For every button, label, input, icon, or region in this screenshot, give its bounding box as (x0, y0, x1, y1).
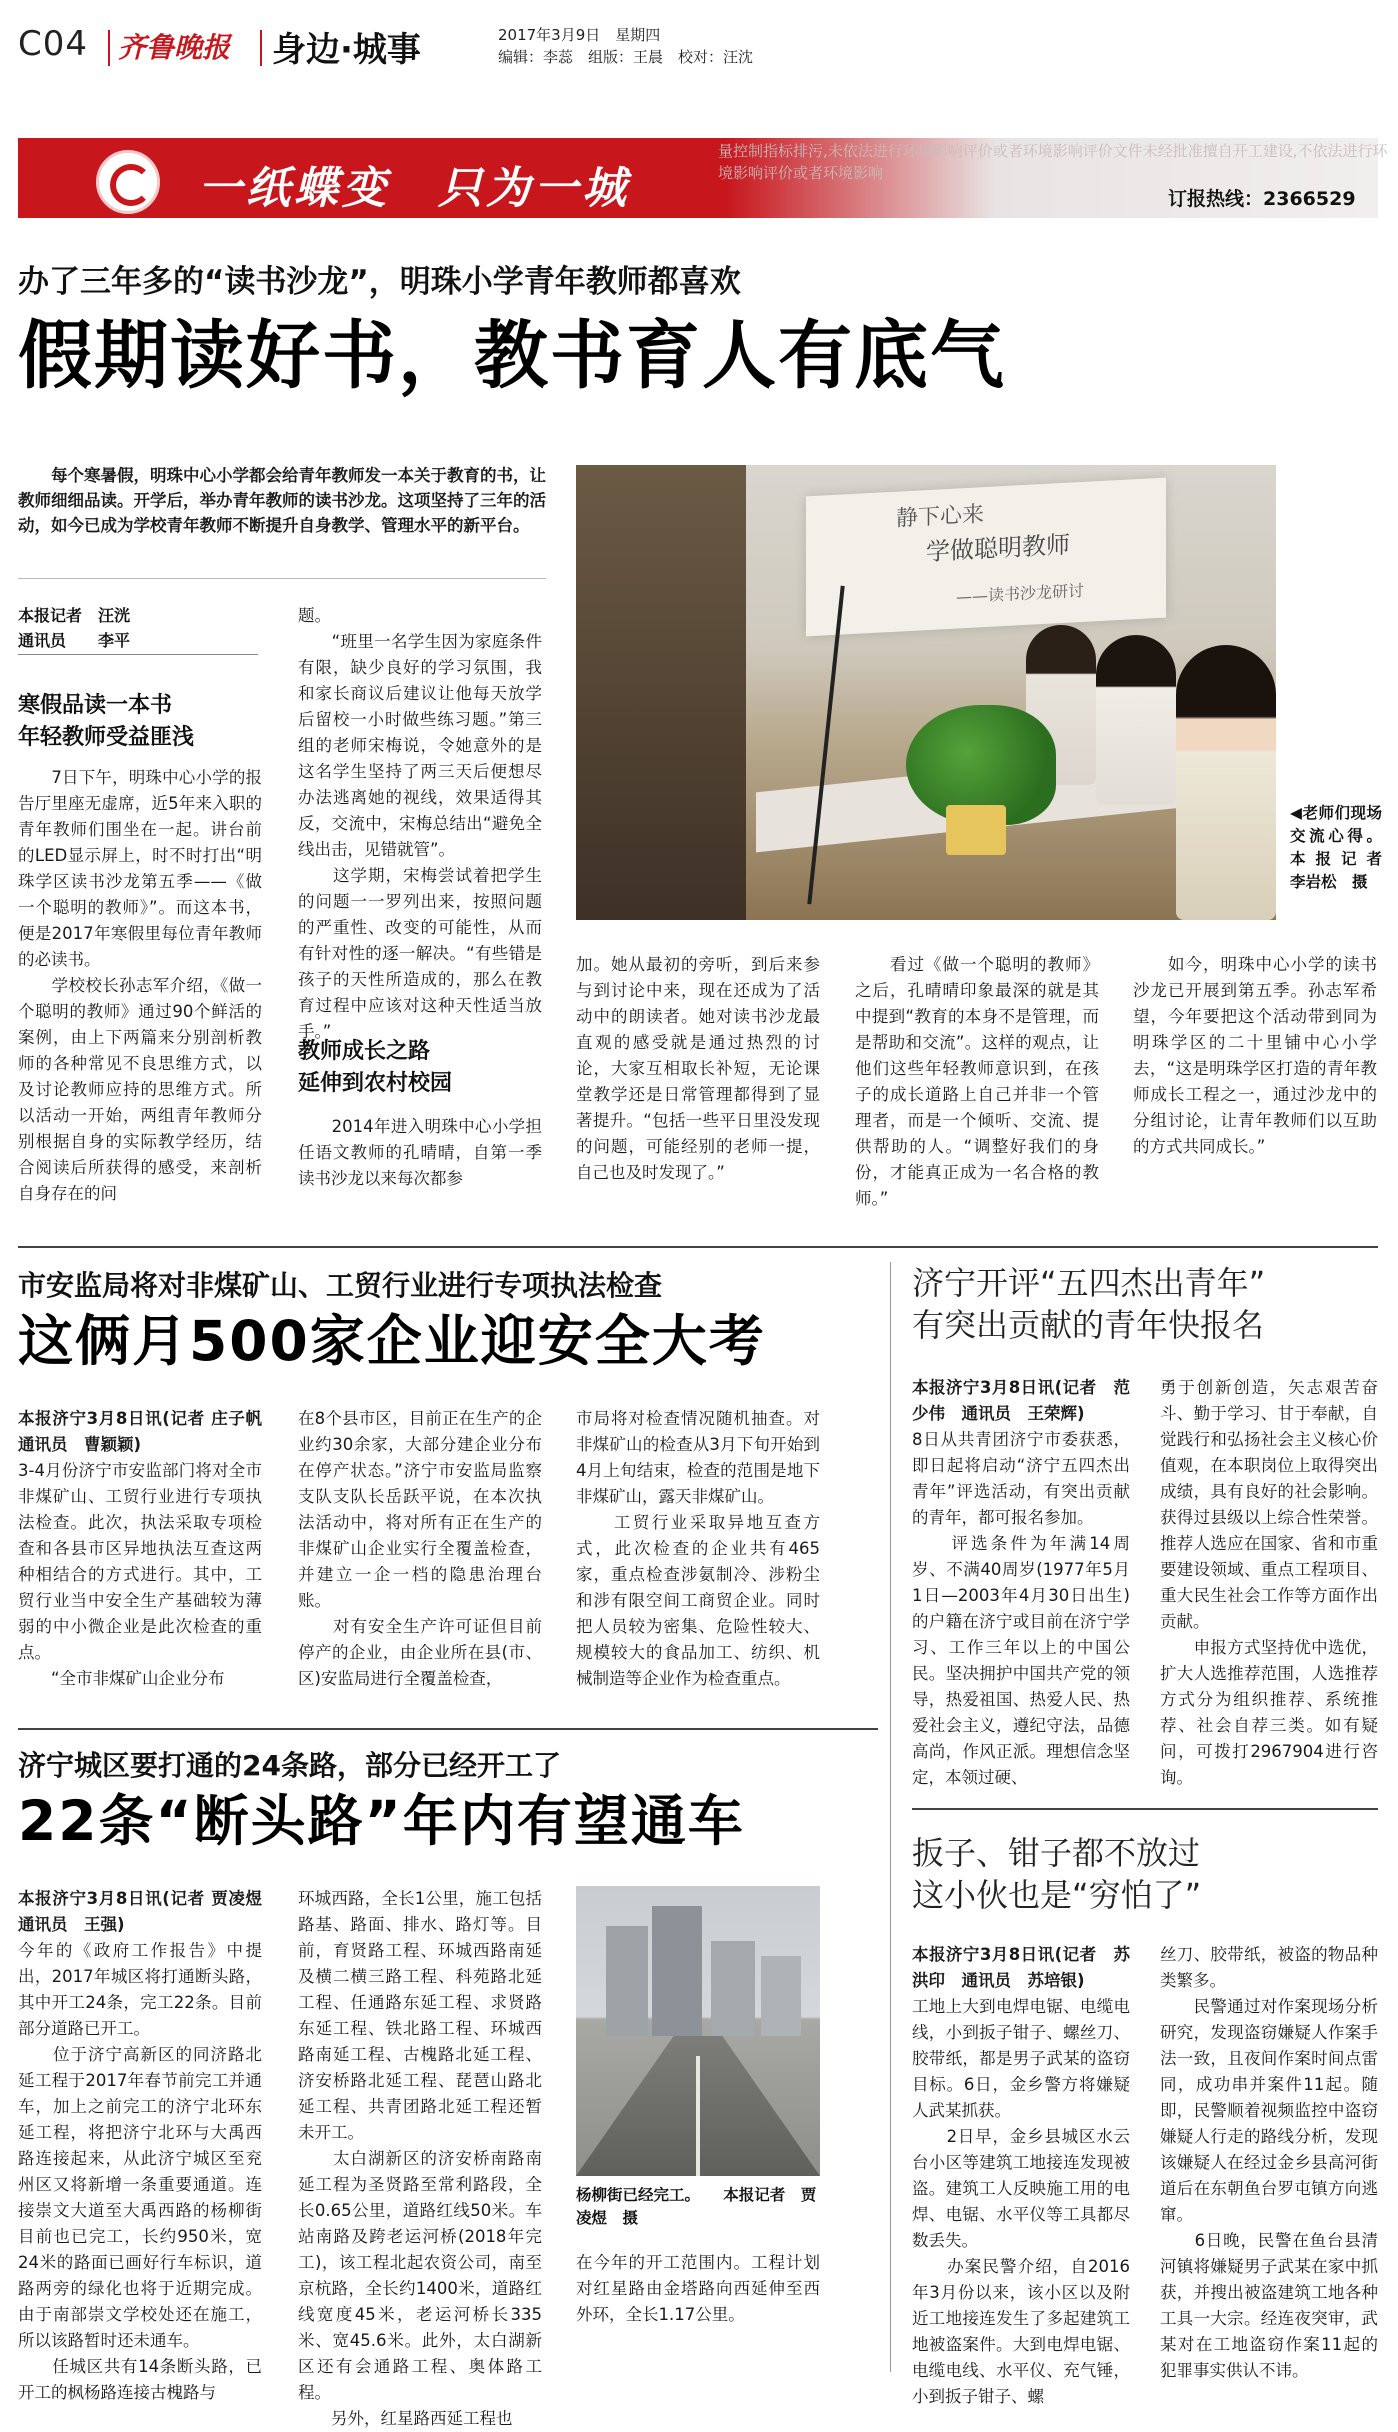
article3-byline: 本报济宁3月8日讯(记者 范少伟 通讯员 王荣辉) (912, 1378, 1130, 1423)
article1-col5: 如今，明珠中心小学的读书沙龙已开展到第五季。孙志军希望，今年要把这个活动带到同为明珠学区的二十里铺中心小学去，“这是明珠学区打造的青年教师成长工程之一，通过沙龙中的分组讨论，让青年教师们以互助的方式共同成长。” (1133, 955, 1377, 1156)
section-divider-2 (18, 1728, 878, 1730)
masthead-divider-2 (260, 30, 262, 66)
article2-headline: 这俩月500家企业迎安全大考 (18, 1309, 766, 1373)
article4-col2: 环城西路，全长1公里，施工包括路基、路面、排水、路灯等。目前，育贤路工程、环城西路南延及横二横三路工程、科苑路北延工程、任通路东延工程、求贤路东延工程、铁北路工程、环城西路南延工程、古槐路北延工程、济安桥路北延工程、琵琶山路北延工程、共青团路北延工程还暂未开工。 太白湖新区的济安桥南路南延工程为圣贤路至常利路段，全长0.65公里，道路红线50米。车站南路及跨老运河桥(2018年完工)，该工程北起农资公司，南至京杭路，全长约1400米，道路红线宽度45米，老运河桥长335米、宽45.6米。此外，太白湖新区还有会通路工程、奥体路工程。 另外，红星路西延工程也 (298, 1889, 542, 2428)
photo-building-1 (606, 1926, 648, 2036)
article5-byline: 本报济宁3月8日讯(记者 苏洪印 通讯员 苏培银) (912, 1945, 1130, 1990)
editor-credits: 编辑：李蕊 组版：王晨 校对：汪沈 (498, 48, 754, 66)
photo-lane-mark (696, 2056, 700, 2176)
article4-col3: 在今年的开工范围内。工程计划对红星路由金塔路向西延伸至西外环，全长1.17公里。 (576, 2253, 820, 2324)
yangliu-street-photo (576, 1886, 820, 2176)
byline-underline (18, 654, 258, 655)
article1-col2: 题。 “班里一名学生因为家庭条件有限，缺少良好的学习氛围，我和家长商议后建议让他每天放学后留校一小时做些练习题。”第三组的老师宋梅说，令她意外的是这名学生坚持了两三天后便想尽办法逃离她的视线，效果适得其反，交流中，宋梅总结出“避免全线出击，见错就管”。 这学期，宋梅尝试着把学生的问题一一罗列出来，按照问题的严重性、改变的可能性，从而有针对性的逐一解决。“有些错是孩子的天性所造成的，那么在教育过程中应该对这种天性适当放手。” (298, 606, 542, 1041)
article1-subhead-1: 寒假品读一本书 年轻教师受益匪浅 (18, 693, 195, 750)
slogan-banner (18, 138, 1388, 218)
paper-logo: 齐鲁晚报 (118, 31, 231, 64)
subscription-hotline: 订报热线：2366529 (1168, 188, 1356, 210)
article2-byline: 本报济宁3月8日讯(记者 庄子帆 通讯员 曹颖颖) (18, 1409, 279, 1454)
screen-text-2: 学做聪明教师 (926, 530, 1070, 567)
article5-col1: 工地上大到电焊电锯、电缆电线，小到扳子钳子、螺丝刀、胶带纸，都是男子武某的盗窃目标。6日，金乡警方将嫌疑人武某抓获。 2日早，金乡县城区水云台小区等建筑工地接连发现被盗。建筑工人反映施工用的电焊、电锯、水平仪等工具都尽数丢失。 办案民警介绍，自2016年3月份以来，该小区以及附近工地接连发生了多起建筑工地被盗案件。大到电焊电锯、电缆电线、水平仪、充气锤，小到扳子钳子、螺 (912, 1997, 1130, 2406)
teachers-salon-photo (576, 465, 1276, 920)
article3-col2: 勇于创新创造，矢志艰苦奋斗、勤于学习、甘于奉献，自觉践行和弘扬社会主义核心价值观，在本职岗位上取得突出成绩，具有良好的社会影响。获得过县级以上综合性荣誉。推荐人选应在国家、省和市重要建设领域、重点工程项目、重大民生社会工作等方面作出贡献。 申报方式坚持优中选优，扩大人选推荐范围，人选推荐方式分为组织推荐、系统推荐、社会自荐三类。如有疑问，可拨打2967904进行咨询。 (1160, 1378, 1378, 1787)
article1-col4: 看过《做一个聪明的教师》之后，孔晴晴印象最深的就是其中提到“教育的本身不是管理，而是帮助和交流”。这样的观点，让他们这些年轻教师意识到，在孩子的成长道路上自己并非一个管理者，而是一个倾听、交流、提供帮助的人。“调整好我们的身份，才能真正成为一名合格的教师。” (855, 955, 1099, 1208)
section-name: 身边·城事 (272, 30, 421, 70)
lead-divider (18, 578, 546, 579)
column-divider-right (890, 1262, 891, 2372)
photo-building-4 (761, 1956, 801, 2036)
photo-plant-pot (946, 805, 1006, 855)
article1-kicker: 办了三年多的“读书沙龙”，明珠小学青年教师都喜欢 (18, 264, 741, 300)
photo-teacher-3 (1176, 645, 1276, 920)
article5-headline: 这小伙也是“穷怕了” (912, 1876, 1202, 1914)
photo-wall-left (576, 465, 746, 920)
article5-col2: 丝刀、胶带纸，被盗的物品种类繁多。 民警通过对作案现场分析研究，发现盗窃嫌疑人作案手法一致，且夜间作案时间点雷同，成功串并案件11起。随即，民警顺着视频监控中盗窃嫌疑人行走的路线分析，发现该嫌疑人在经过金乡县高河街道后在东朝鱼台罗屯镇方向逃窜。 6日晚，民警在鱼台县清河镇将嫌疑男子武某在家中抓获，并搜出被盗建筑工地各种工具一大宗。经连夜突审，武某对在工地盗窃作案11起的犯罪事实供认不讳。 (1160, 1945, 1378, 2380)
article1-lead: 每个寒暑假，明珠中心小学都会给青年教师发一本关于教育的书，让教师细细品读。开学后，举办青年教师的读书沙龙。这项坚持了三年的活动，如今已成为学校青年教师不断提升自身教学、管理水平的新平台。 (18, 466, 546, 535)
article4-col1: 今年的《政府工作报告》中提出，2017年城区将打通断头路，其中开工24条，完工22条。目前部分道路已开工。 位于济宁高新区的同济路北延工程于2017年春节前完工并通车，加上之前完工的济宁北环东延工程，将把济宁北环与大禹西路连接起来，从此济宁城区至兖州区又将新增一条重要通道。连接崇文大道至大禹西路的杨柳街目前也已完工，长约950米，宽24米的路面已画好行车标识，道路两旁的绿化也将于近期完成。由于南部崇文学校处还在施工，所以该路暂时还未通车。 任城区共有14条断头路，已开工的枫杨路连接古槐路与 (18, 1941, 262, 2402)
banner-logo-mark (110, 164, 152, 206)
masthead-divider (108, 30, 110, 66)
photo-building-3 (711, 1941, 755, 2036)
article1-byline-reporter: 本报记者 汪洸 (18, 606, 131, 625)
photo-building-2 (652, 1906, 702, 2036)
banner-background-text: 量控制指标排污,未依法进行环境影响评价或者环境影响评价文件未经批准擅自开工建设,不依法进行环境影响评价或者环境影响 (718, 142, 1388, 182)
masthead (18, 22, 1378, 72)
article1-col3: 加。她从最初的旁听，到后来参与到讨论中来，现在还成为了活动中的朗读者。她对读书沙龙最直观的感受就是通过热烈的讨论，大家互相取长补短，无论课堂教学还是日常管理都得到了显著提升。“包括一些平日里没发现的问题，可能经别的老师一提，自己也及时发现了。” (576, 955, 820, 1182)
article2-kicker: 市安监局将对非煤矿山、工贸行业进行专项执法检查 (18, 1269, 663, 1302)
article4-kicker: 济宁城区要打通的24条路，部分已经开工了 (18, 1749, 561, 1782)
banner-slogan: 一纸蝶变 只为一城 (198, 163, 630, 214)
article1-col1: 7日下午，明珠中心小学的报告厅里座无虚席，近5年来入职的青年教师们围坐在一起。讲台前的LED显示屏上，时不时打出“明珠学区读书沙龙第五季——《做一个聪明的教师》”。而这本书，便是2017年寒假里每位青年教师的必读书。 学校校长孙志军介绍，《做一个聪明的教师》通过90个鲜活的案例，由上下两篇来分别剖析教师的各种常见不良思维方式，以及讨论教师应持的思维方式。所以活动一开始，两组青年教师分别根据自身的实际教学经历，结合阅读后所获得的感受，来剖析自身存在的问 (18, 768, 262, 1203)
article4-headline: 22条“断头路”年内有望通车 (18, 1789, 745, 1853)
article3-col1: 8日从共青团济宁市委获悉，即日起将启动“济宁五四杰出青年”评选活动，有突出贡献的青年，都可报名参加。 评选条件为年满14周岁、不满40周岁(1977年5月1日—2003年4月30日出生)的户籍在济宁或目前在济宁学习、工作三年以上的中国公民。坚决拥护中国共产党的领导，热爱祖国、热爱人民、热爱社会主义，遵纪守法，品德高尚，作风正派。理想信念坚定，本领过硬、 (912, 1430, 1130, 1787)
article3-headline: 有突出贡献的青年快报名 (912, 1306, 1265, 1344)
article5-kicker: 扳子、钳子都不放过 (912, 1834, 1201, 1872)
screen-text-3: ——读书沙龙研讨 (956, 580, 1085, 607)
section-divider-3 (912, 1808, 1378, 1810)
photo-projection-screen (806, 478, 1166, 637)
screen-text-1: 静下心来 (896, 502, 985, 532)
article2-col3: 市局将对检查情况随机抽查。对非煤矿山的检查从3月下旬开始到4月上旬结束，检查的范围是地下非煤矿山，露天非煤矿山。 工贸行业采取异地互查方式，此次检查的企业共有465家，重点检查涉氨制冷、涉粉尘和涉有限空间工商贸企业。同时把人员较为密集、危险性较大、规模较大的食品加工、纺织、机械制造等企业作为检查重点。 (576, 1409, 820, 1688)
article1-col2b: 2014年进入明珠中心小学担任语文教师的孔晴晴，自第一季读书沙龙以来每次都参 (298, 1117, 542, 1188)
article4-byline: 本报济宁3月8日讯(记者 贾凌煜 通讯员 王强) (18, 1889, 279, 1934)
photo1-caption: ◀老师们现场交流心得。本报记者 李岩松 摄 (1290, 804, 1398, 891)
photo-teacher-2 (1096, 635, 1176, 805)
article1-headline: 假期读好书，教书育人有底气 (18, 313, 1006, 399)
article2-col2: 在8个县市区，目前正在生产的企业约30余家，大部分建企业分布在停产状态。”济宁市安监局监察支队支队长岳跃平说，在本次执法活动中，将对所有正在生产的非煤矿山企业实行全覆盖检查，并建立一企一档的隐患治理台账。 对有安全生产许可证但目前停产的企业，由企业所在县(市、区)安监局进行全覆盖检查， (298, 1409, 542, 1688)
article2-col1: 3-4月份济宁市安监部门将对全市非煤矿山、工贸行业进行专项执法检查。此次，执法采取专项检查和各县市区异地执法互查这两种相结合的方式进行。其中，工贸行业当中安全生产基础较为薄弱的中小微企业是此次检查的重点。 “全市非煤矿山企业分布 (18, 1461, 262, 1688)
article1-byline-correspondent: 通讯员 李平 (18, 631, 131, 650)
banner-logo (96, 150, 160, 214)
photo2-caption: 杨柳街已经完工。 本报记者 贾凌煜 摄 (576, 2186, 817, 2227)
section-divider-1 (18, 1246, 1378, 1248)
page-number: C04 (18, 24, 89, 64)
article1-subhead-2: 教师成长之路 延伸到农村校园 (298, 1039, 453, 1096)
article3-kicker: 济宁开评“五四杰出青年” (912, 1264, 1266, 1302)
issue-date: 2017年3月9日 星期四 (498, 26, 661, 44)
